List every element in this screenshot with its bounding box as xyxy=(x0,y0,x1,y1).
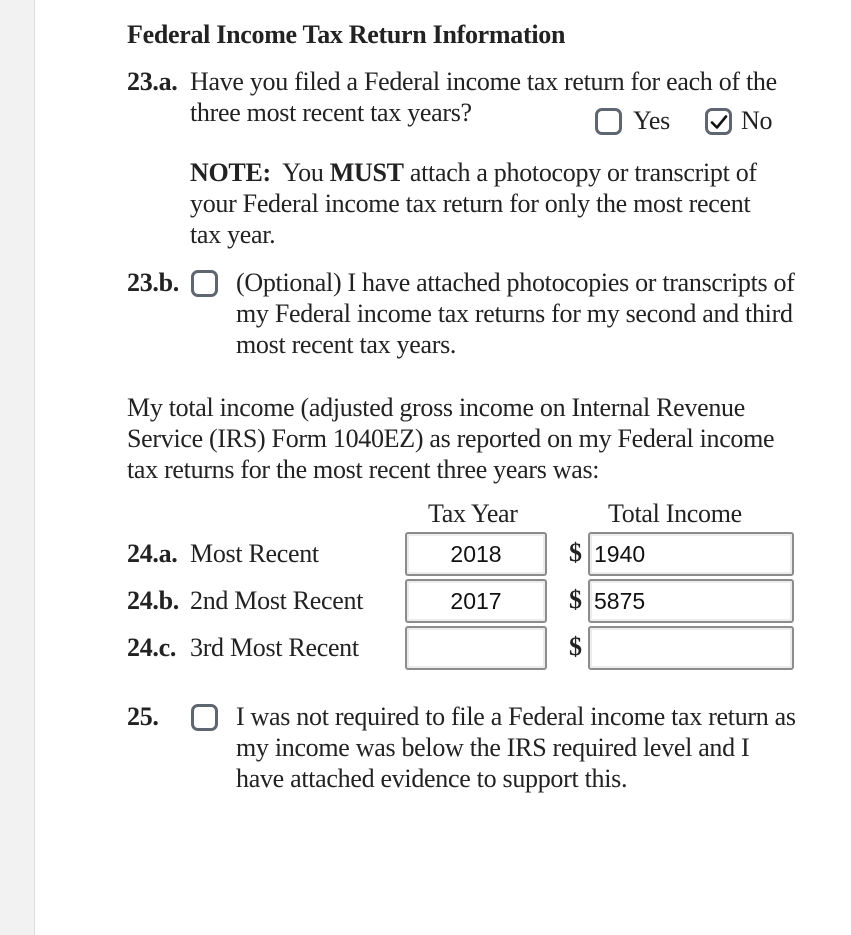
q25-checkbox[interactable] xyxy=(191,704,218,731)
q25-text: I was not required to file a Federal income tax return as my income was below the IRS required level and I have attached evidence to support this. xyxy=(236,702,796,793)
row-24b-label: 2nd Most Recent xyxy=(190,586,364,615)
dollar-sign-24c: $ xyxy=(569,632,582,661)
income-input-24c[interactable] xyxy=(588,626,794,670)
q23a-number: 23.a. xyxy=(127,67,178,96)
q23a-line1: Have you filed a Federal income tax return for each of the xyxy=(190,67,777,96)
section-title: Federal Income Tax Return Information xyxy=(127,20,566,49)
q23b-number: 23.b. xyxy=(127,268,179,297)
income-input-24b[interactable]: 5875 xyxy=(588,579,794,623)
q23a-yes-label: Yes xyxy=(633,106,670,135)
col-total-income: Total Income xyxy=(608,499,742,528)
income-input-24a[interactable]: 1940 xyxy=(588,532,794,576)
row-24b-number: 24.b. xyxy=(127,586,179,615)
q23b-checkbox[interactable] xyxy=(191,270,218,297)
page-gutter xyxy=(0,0,35,935)
dollar-sign-24b: $ xyxy=(569,585,582,614)
note-label: NOTE: xyxy=(190,158,271,187)
q23a-yes-checkbox[interactable] xyxy=(595,108,622,135)
note-text xyxy=(190,157,785,250)
tax-year-input-24c[interactable] xyxy=(405,626,547,670)
note-pre: You xyxy=(282,158,324,187)
q25-number: 25. xyxy=(127,702,159,731)
tax-year-input-24a[interactable]: 2018 xyxy=(405,532,547,576)
q23a-no-label: No xyxy=(741,106,773,135)
row-24c-number: 24.c. xyxy=(127,633,177,662)
tax-year-input-24b[interactable]: 2017 xyxy=(405,579,547,623)
q23b-text: (Optional) I have attached photocopies or transcripts of my Federal income tax returns for my second and third most recent tax years. xyxy=(236,268,795,359)
q23a-no-checkbox[interactable] xyxy=(705,108,732,135)
note-must: MUST xyxy=(329,158,404,187)
col-tax-year: Tax Year xyxy=(428,499,518,528)
checkmark-icon xyxy=(709,112,729,132)
row-24c-label: 3rd Most Recent xyxy=(190,633,359,662)
note-body: attach a photocopy or transcript of your Federal income tax return for only the most recent tax year. xyxy=(190,158,757,249)
income-intro: My total income (adjusted gross income on Internal Revenue Service (IRS) Form 1040EZ) as reported on my Federal income tax returns for the most recent three years was: xyxy=(127,393,775,484)
row-24a-number: 24.a. xyxy=(127,539,178,568)
dollar-sign-24a: $ xyxy=(569,538,582,567)
q23a-line2: three most recent tax years? xyxy=(190,98,472,127)
row-24a-label: Most Recent xyxy=(190,539,319,568)
